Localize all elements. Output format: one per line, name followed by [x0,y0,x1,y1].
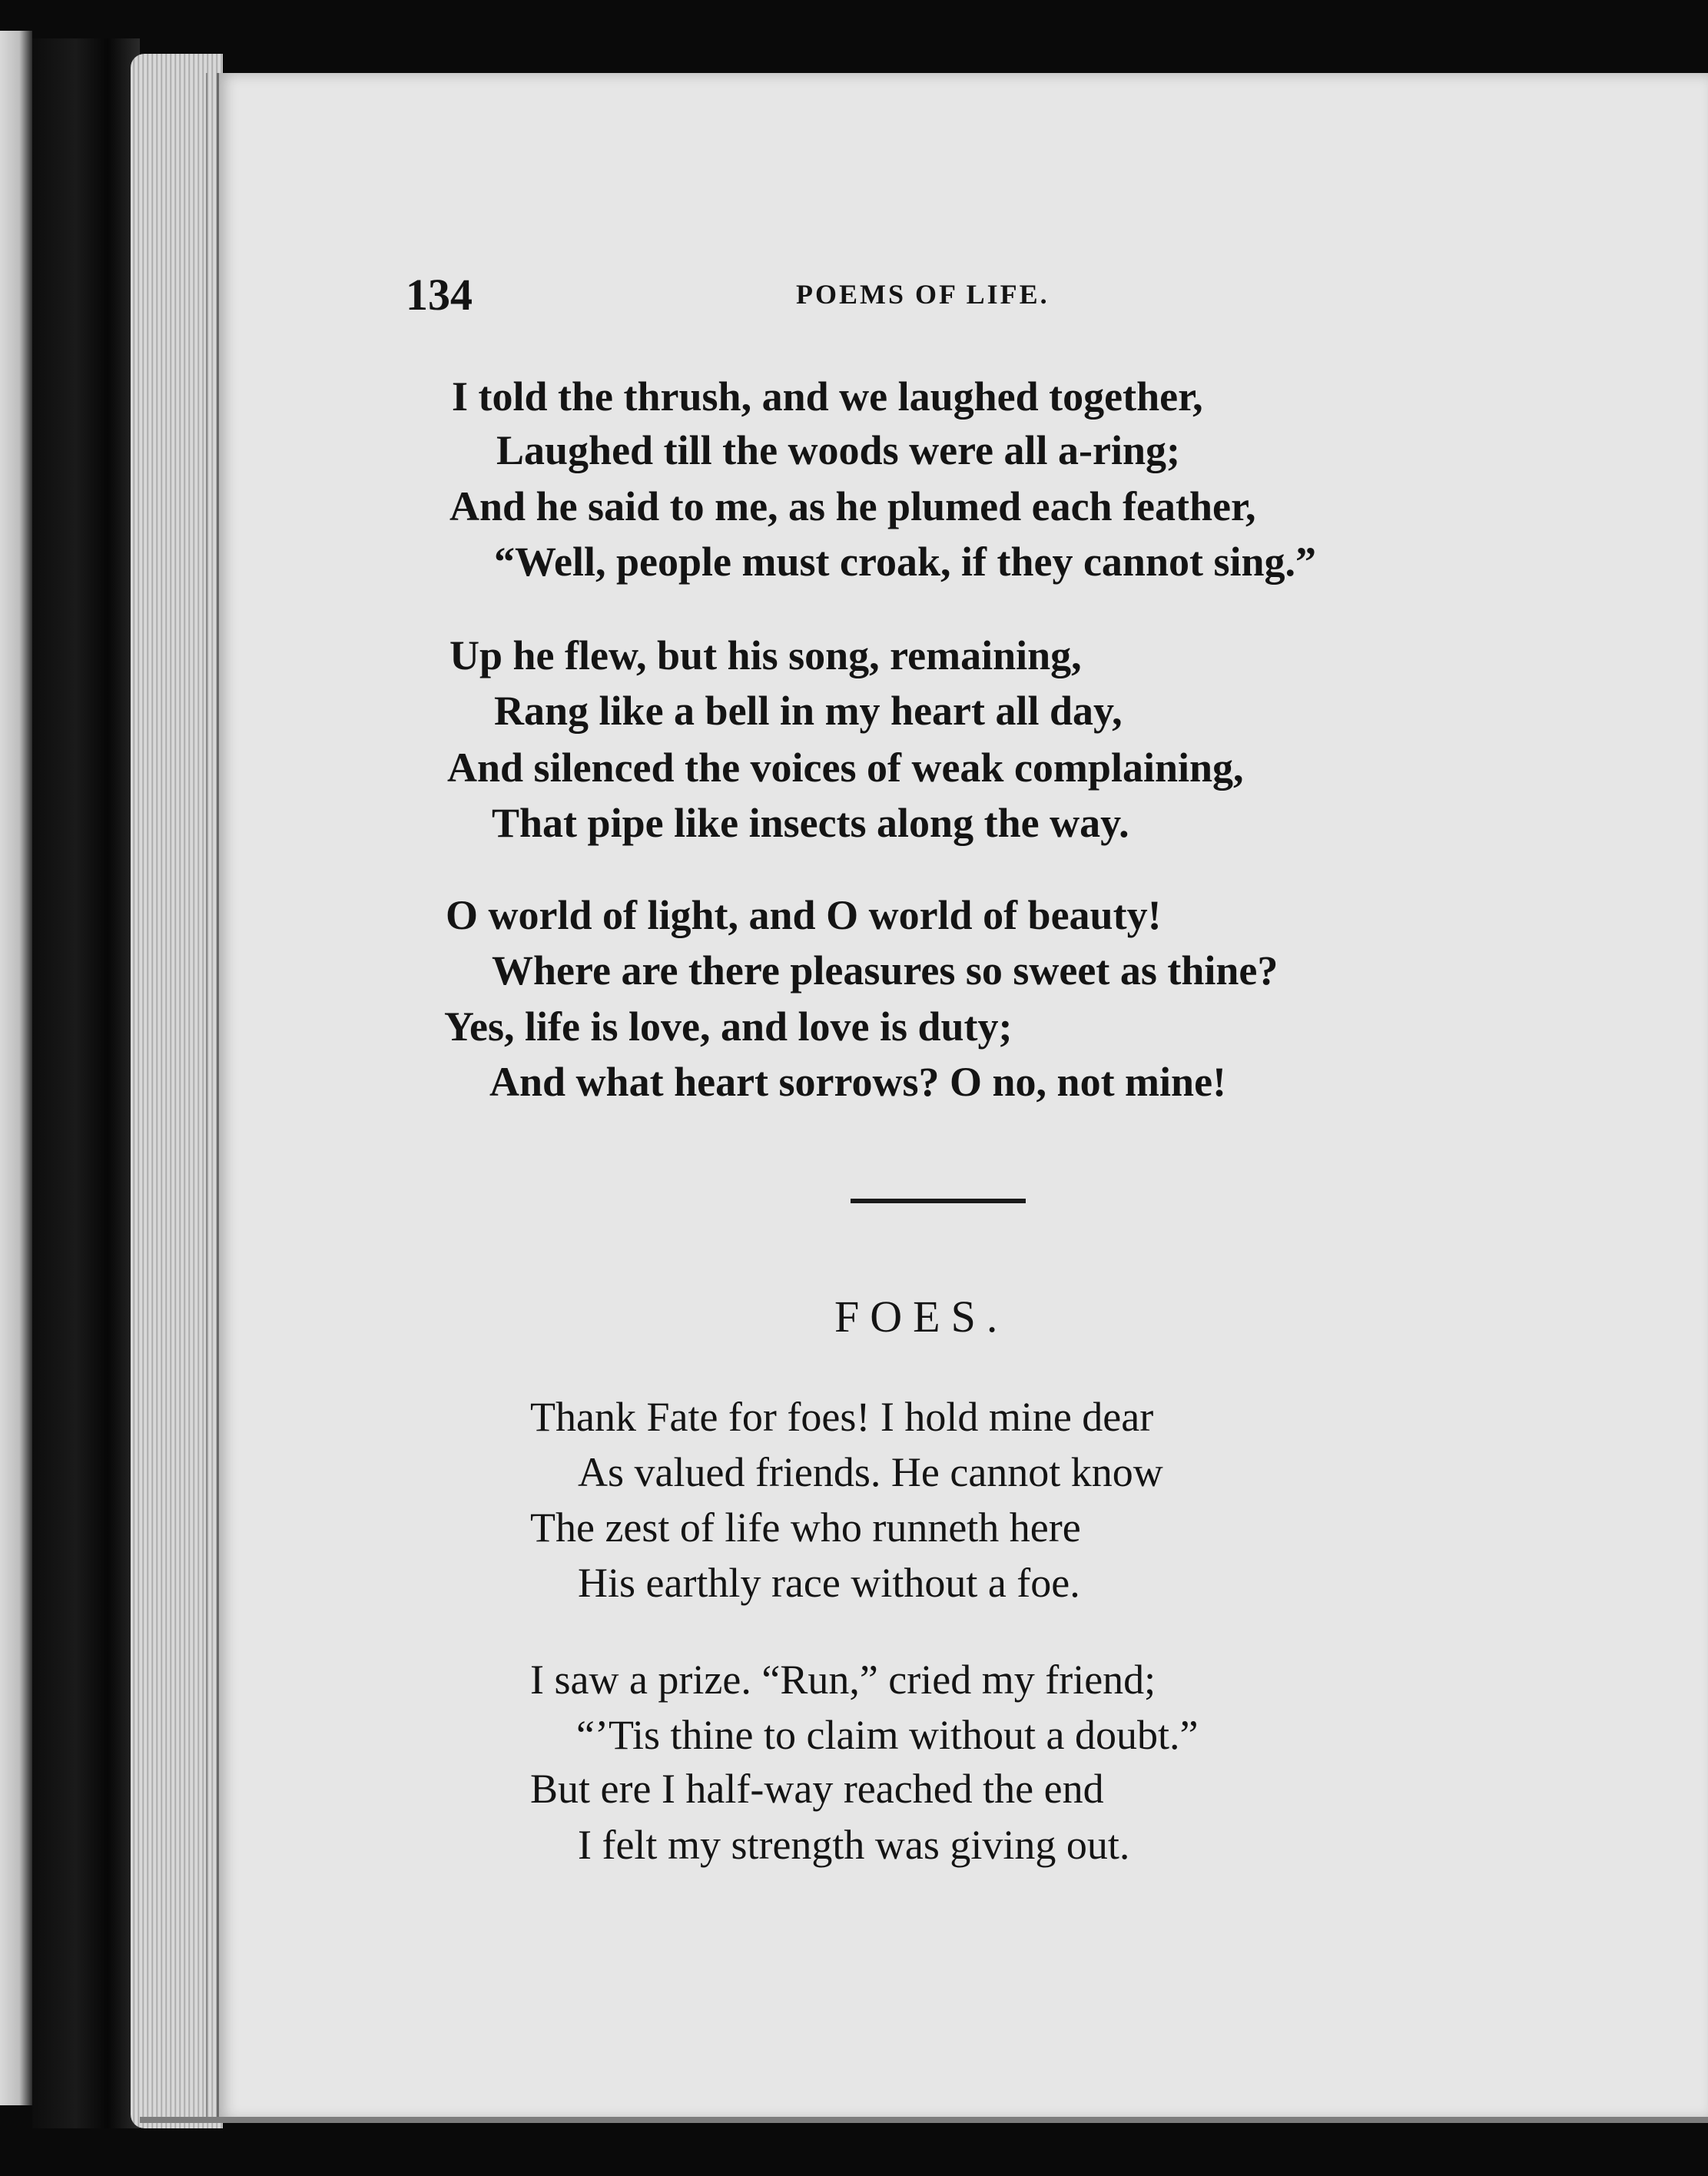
poem-line: Up he flew, but his song, remaining, [449,632,1082,678]
poem-line: And what heart sorrows? O no, not mine! [489,1059,1227,1105]
poem-line: Thank Fate for foes! I hold mine dear [530,1394,1154,1440]
section-divider [851,1199,1026,1203]
poem-line: And he said to me, as he plumed each feather, [449,483,1256,529]
running-title: POEMS OF LIFE. [796,279,1050,310]
poem-line: I told the thrush, and we laughed together, [452,373,1203,420]
page-fold-line-inner [206,73,207,2121]
poem-line: Rang like a bell in my heart all day, [494,688,1123,734]
page-number: 134 [406,270,473,320]
facing-page-edge [0,31,32,2105]
poem-line: Yes, life is love, and love is duty; [444,1003,1013,1050]
book-spine [32,38,140,2128]
poem-title: FOES. [834,1292,1009,1342]
poem-line: I felt my strength was giving out. [578,1822,1130,1868]
poem-line: The zest of life who runneth here [530,1504,1081,1551]
poem-line: His earthly race without a foe. [578,1560,1080,1606]
poem-line: O world of light, and O world of beauty! [446,892,1162,938]
poem-line: Where are there pleasures so sweet as thine? [492,947,1279,993]
poem-line: But ere I half-way reached the end [530,1766,1104,1812]
poem-line: Laughed till the woods were all a-ring; [496,427,1180,473]
poem-line: “’Tis thine to claim without a doubt.” [576,1712,1199,1758]
poem-line: And silenced the voices of weak complaining, [447,745,1244,791]
poem-line: That pipe like insects along the way. [492,800,1129,846]
page-bottom-edge [140,2117,1708,2123]
page-stack-edges [131,54,223,2128]
poem-line: As valued friends. He cannot know [578,1449,1163,1495]
page-fold-line [217,73,219,2121]
poem-line: I saw a prize. “Run,” cried my friend; [530,1657,1156,1703]
poem-line: “Well, people must croak, if they cannot sing.” [494,539,1317,585]
